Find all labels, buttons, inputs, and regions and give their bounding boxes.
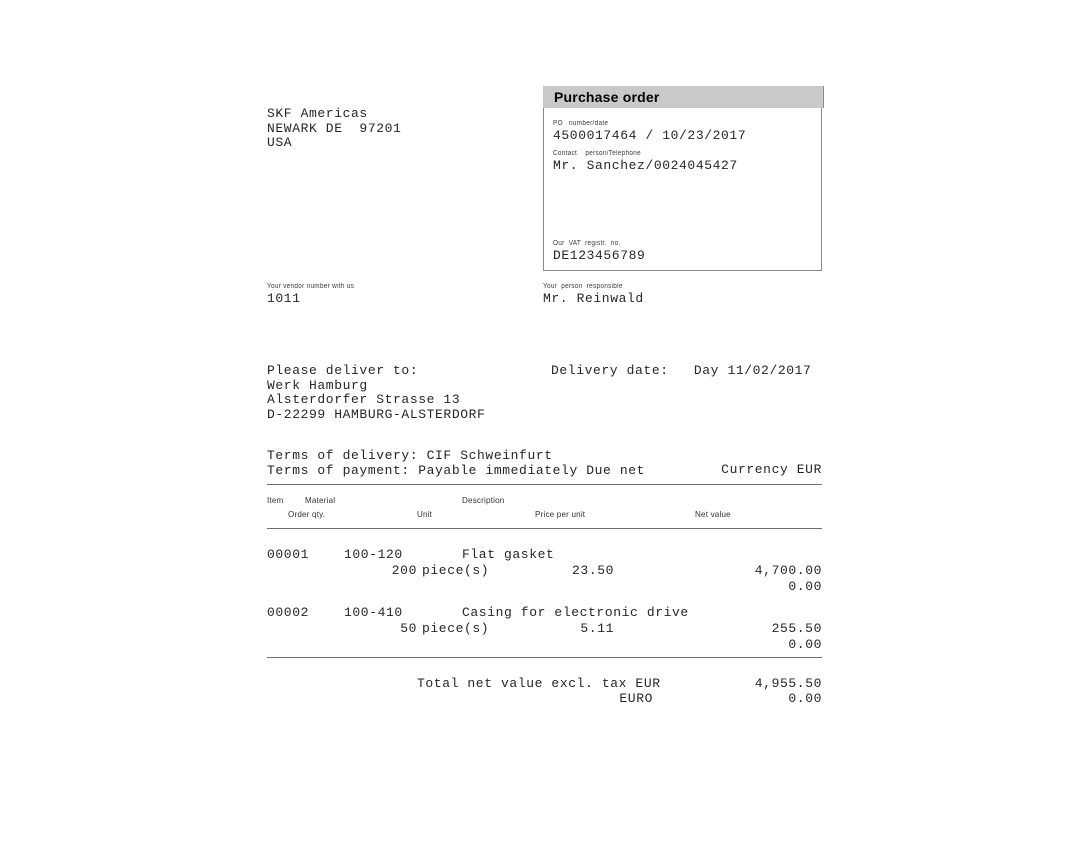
deliver-to-address-line: Werk Hamburg <box>267 377 368 393</box>
line-item-net-value: 4,700.00 <box>754 563 822 578</box>
column-header-net-value: Net value <box>695 509 731 519</box>
delivery-date-spacer <box>669 363 694 378</box>
line-item-unit: piece(s) <box>422 621 490 636</box>
po-number-date-label: PO number/date <box>553 120 609 127</box>
line-item-net-value: 255.50 <box>771 621 822 636</box>
line-item-tax-row <box>267 638 822 654</box>
po-number-date-value: 4500017464 / 10/23/2017 <box>553 128 747 143</box>
line-item-description: Casing for electronic drive <box>462 605 689 620</box>
contact-person-label: Contact person/Telephone <box>553 150 642 157</box>
total-tax-row <box>267 692 822 707</box>
line-item-price-per-unit: 23.50 <box>571 563 614 578</box>
total-tax-label: EURO <box>619 690 653 706</box>
line-item-tax-value: 0.00 <box>788 637 822 652</box>
sender-address-line: USA <box>267 135 293 150</box>
table-header-rule <box>267 528 822 529</box>
purchase-order-header-box <box>543 86 822 271</box>
table-row <box>267 606 822 654</box>
total-tax-amount: 0.00 <box>788 690 822 706</box>
delivery-date-label: Delivery date: <box>551 363 669 378</box>
vendor-number-value: 1011 <box>267 291 301 306</box>
column-header-order-qty: Order qty. <box>288 509 326 519</box>
page-title: Purchase order <box>554 89 660 105</box>
line-item-tax-value: 0.00 <box>788 579 822 594</box>
terms-of-delivery: Terms of delivery: CIF Schweinfurt <box>267 448 553 463</box>
totals-block <box>267 677 822 706</box>
column-header-material: Material <box>305 495 336 505</box>
delivery-date-value: Day 11/02/2017 <box>693 363 812 378</box>
line-item-material: 100-410 <box>344 605 403 620</box>
line-item-primary-row <box>267 548 822 564</box>
sender-address-line: NEWARK DE 97201 <box>267 120 402 136</box>
table-total-rule <box>267 657 822 658</box>
line-item-secondary-row <box>267 564 822 580</box>
line-item-price-per-unit: 5.11 <box>580 621 614 636</box>
table-top-rule <box>267 484 822 485</box>
person-responsible-label: Your person responsible <box>543 283 623 290</box>
column-header-item: Item <box>267 495 284 505</box>
column-header-unit: Unit <box>417 509 433 519</box>
person-responsible-value: Mr. Reinwald <box>543 291 644 306</box>
table-row <box>267 548 822 596</box>
vat-registration-label: Our VAT registr. no. <box>553 240 621 247</box>
vendor-number-block <box>267 282 362 307</box>
person-responsible-block <box>543 282 644 307</box>
sender-address-block <box>267 107 401 151</box>
vat-registration-field <box>553 239 645 264</box>
column-header-price-per-unit: Price per unit <box>535 509 586 519</box>
line-item-tax-row <box>267 580 822 596</box>
deliver-to-block <box>267 364 485 422</box>
column-header-description: Description <box>462 495 505 505</box>
currency-value: Currency EUR <box>721 462 822 477</box>
contact-person-value: Mr. Sanchez/0024045427 <box>553 158 738 173</box>
line-item-primary-row <box>267 606 822 622</box>
deliver-to-address-line: D-22299 HAMBURG-ALSTERDORF <box>267 406 486 422</box>
line-item-number: 00001 <box>267 547 310 562</box>
deliver-to-address-line: Alsterdorfer Strasse 13 <box>267 392 461 407</box>
line-item-material: 100-120 <box>344 547 403 562</box>
delivery-date-block <box>551 364 811 379</box>
po-number-date-field <box>553 119 746 144</box>
line-item-secondary-row <box>267 622 822 638</box>
purchase-order-title-bar <box>543 86 824 108</box>
vendor-number-label: Your vendor number with us <box>267 283 355 290</box>
total-net-row <box>267 677 822 692</box>
terms-of-payment: Terms of payment: Payable immediately Due net <box>267 462 646 478</box>
contact-person-field <box>553 149 738 174</box>
currency-block <box>267 463 822 478</box>
line-item-unit: piece(s) <box>422 563 490 578</box>
line-item-quantity: 200 <box>391 563 417 578</box>
line-item-number: 00002 <box>267 605 310 620</box>
sender-address-line: SKF Americas <box>267 106 368 121</box>
vat-registration-value: DE123456789 <box>553 248 646 263</box>
line-item-description: Flat gasket <box>462 547 555 562</box>
total-net-amount: 4,955.50 <box>754 676 822 691</box>
line-item-quantity: 50 <box>400 621 417 636</box>
total-net-label: Total net value excl. tax EUR <box>417 676 661 691</box>
delivery-date-line <box>551 364 811 379</box>
deliver-to-heading: Please deliver to: <box>267 363 419 378</box>
